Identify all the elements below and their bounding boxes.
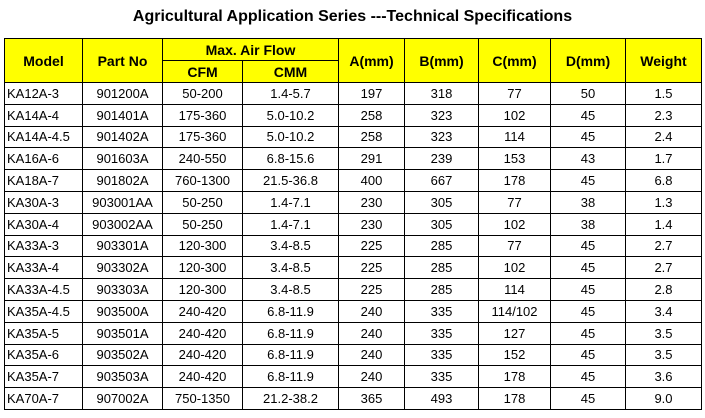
cell-cfm: 120-300 — [163, 279, 243, 301]
cell-b: 285 — [405, 257, 479, 279]
cell-cmm: 6.8-11.9 — [243, 344, 339, 366]
cell-part-no: 901603A — [83, 148, 163, 170]
cell-c: 102 — [479, 257, 551, 279]
cell-a: 240 — [339, 344, 405, 366]
cell-weight: 3.5 — [626, 344, 702, 366]
cell-cmm: 6.8-11.9 — [243, 322, 339, 344]
cell-part-no: 903503A — [83, 366, 163, 388]
cell-c: 77 — [479, 83, 551, 105]
cell-d: 45 — [551, 279, 626, 301]
cell-c: 114/102 — [479, 300, 551, 322]
cell-weight: 2.3 — [626, 104, 702, 126]
header-cmm: CMM — [243, 61, 339, 83]
cell-a: 240 — [339, 366, 405, 388]
table-row — [5, 279, 702, 301]
spec-table — [4, 38, 702, 410]
cell-c: 102 — [479, 213, 551, 235]
cell-model: KA35A-5 — [5, 322, 83, 344]
cell-d: 45 — [551, 126, 626, 148]
cell-part-no: 901200A — [83, 83, 163, 105]
cell-model: KA14A-4 — [5, 104, 83, 126]
cell-b: 493 — [405, 388, 479, 410]
cell-a: 291 — [339, 148, 405, 170]
cell-a: 225 — [339, 257, 405, 279]
cell-cfm: 240-550 — [163, 148, 243, 170]
cell-model: KA35A-4.5 — [5, 300, 83, 322]
cell-cmm: 1.4-7.1 — [243, 191, 339, 213]
cell-cfm: 120-300 — [163, 257, 243, 279]
cell-model: KA35A-7 — [5, 366, 83, 388]
cell-b: 305 — [405, 191, 479, 213]
cell-c: 114 — [479, 279, 551, 301]
cell-a: 225 — [339, 235, 405, 257]
table-row — [5, 257, 702, 279]
cell-cmm: 5.0-10.2 — [243, 126, 339, 148]
cell-cfm: 50-200 — [163, 83, 243, 105]
cell-b: 335 — [405, 344, 479, 366]
cell-d: 38 — [551, 213, 626, 235]
cell-c: 77 — [479, 191, 551, 213]
cell-cmm: 3.4-8.5 — [243, 235, 339, 257]
cell-weight: 3.5 — [626, 322, 702, 344]
header-a: A(mm) — [339, 39, 405, 83]
cell-cfm: 50-250 — [163, 191, 243, 213]
cell-model: KA30A-4 — [5, 213, 83, 235]
cell-b: 335 — [405, 322, 479, 344]
cell-b: 323 — [405, 126, 479, 148]
cell-cfm: 50-250 — [163, 213, 243, 235]
cell-b: 285 — [405, 235, 479, 257]
table-row — [5, 83, 702, 105]
cell-a: 230 — [339, 191, 405, 213]
cell-d: 45 — [551, 104, 626, 126]
cell-cmm: 6.8-15.6 — [243, 148, 339, 170]
header-part-no: Part No — [83, 39, 163, 83]
cell-a: 258 — [339, 126, 405, 148]
cell-cmm: 5.0-10.2 — [243, 104, 339, 126]
cell-c: 153 — [479, 148, 551, 170]
header-weight: Weight — [626, 39, 702, 83]
cell-weight: 2.8 — [626, 279, 702, 301]
cell-c: 102 — [479, 104, 551, 126]
cell-cmm: 6.8-11.9 — [243, 366, 339, 388]
cell-cfm: 760-1300 — [163, 170, 243, 192]
cell-c: 178 — [479, 388, 551, 410]
table-row — [5, 235, 702, 257]
cell-part-no: 907002A — [83, 388, 163, 410]
cell-cmm: 21.2-38.2 — [243, 388, 339, 410]
cell-d: 45 — [551, 170, 626, 192]
cell-a: 230 — [339, 213, 405, 235]
table-row — [5, 126, 702, 148]
cell-cfm: 120-300 — [163, 235, 243, 257]
cell-c: 178 — [479, 170, 551, 192]
cell-b: 318 — [405, 83, 479, 105]
cell-model: KA18A-7 — [5, 170, 83, 192]
cell-d: 45 — [551, 235, 626, 257]
table-row — [5, 148, 702, 170]
cell-weight: 6.8 — [626, 170, 702, 192]
cell-d: 45 — [551, 344, 626, 366]
cell-cfm: 240-420 — [163, 366, 243, 388]
cell-weight: 9.0 — [626, 388, 702, 410]
cell-d: 43 — [551, 148, 626, 170]
cell-b: 285 — [405, 279, 479, 301]
table-row — [5, 104, 702, 126]
cell-d: 45 — [551, 300, 626, 322]
cell-a: 225 — [339, 279, 405, 301]
cell-model: KA33A-4.5 — [5, 279, 83, 301]
cell-d: 45 — [551, 257, 626, 279]
cell-b: 335 — [405, 366, 479, 388]
cell-c: 114 — [479, 126, 551, 148]
cell-part-no: 903002AA — [83, 213, 163, 235]
cell-weight: 2.7 — [626, 235, 702, 257]
cell-a: 197 — [339, 83, 405, 105]
cell-part-no: 903001AA — [83, 191, 163, 213]
header-cfm: CFM — [163, 61, 243, 83]
cell-weight: 2.7 — [626, 257, 702, 279]
table-row — [5, 344, 702, 366]
table-row — [5, 170, 702, 192]
cell-model: KA14A-4.5 — [5, 126, 83, 148]
cell-a: 400 — [339, 170, 405, 192]
cell-cmm: 3.4-8.5 — [243, 279, 339, 301]
cell-a: 258 — [339, 104, 405, 126]
cell-weight: 1.4 — [626, 213, 702, 235]
table-row — [5, 366, 702, 388]
cell-cmm: 1.4-5.7 — [243, 83, 339, 105]
cell-cfm: 240-420 — [163, 300, 243, 322]
cell-model: KA12A-3 — [5, 83, 83, 105]
table-row — [5, 191, 702, 213]
cell-b: 239 — [405, 148, 479, 170]
cell-part-no: 903501A — [83, 322, 163, 344]
cell-part-no: 901401A — [83, 104, 163, 126]
cell-a: 240 — [339, 300, 405, 322]
cell-b: 305 — [405, 213, 479, 235]
cell-cfm: 240-420 — [163, 322, 243, 344]
cell-weight: 1.7 — [626, 148, 702, 170]
cell-d: 50 — [551, 83, 626, 105]
cell-b: 323 — [405, 104, 479, 126]
cell-b: 667 — [405, 170, 479, 192]
cell-d: 45 — [551, 388, 626, 410]
cell-a: 365 — [339, 388, 405, 410]
cell-c: 178 — [479, 366, 551, 388]
cell-model: KA70A-7 — [5, 388, 83, 410]
page-title: Agricultural Application Series ---Technical Specifications — [132, 8, 573, 25]
cell-model: KA33A-3 — [5, 235, 83, 257]
cell-model: KA16A-6 — [5, 148, 83, 170]
cell-part-no: 903502A — [83, 344, 163, 366]
cell-d: 38 — [551, 191, 626, 213]
cell-weight: 3.6 — [626, 366, 702, 388]
cell-d: 45 — [551, 366, 626, 388]
table-row — [5, 388, 702, 410]
cell-a: 240 — [339, 322, 405, 344]
cell-c: 152 — [479, 344, 551, 366]
cell-weight: 1.3 — [626, 191, 702, 213]
cell-c: 127 — [479, 322, 551, 344]
cell-cmm: 21.5-36.8 — [243, 170, 339, 192]
cell-cfm: 240-420 — [163, 344, 243, 366]
cell-part-no: 903303A — [83, 279, 163, 301]
cell-part-no: 901802A — [83, 170, 163, 192]
cell-c: 77 — [479, 235, 551, 257]
header-b: B(mm) — [405, 39, 479, 83]
cell-part-no: 901402A — [83, 126, 163, 148]
cell-model: KA33A-4 — [5, 257, 83, 279]
header-model: Model — [5, 39, 83, 83]
table-row — [5, 322, 702, 344]
cell-part-no: 903301A — [83, 235, 163, 257]
cell-cmm: 3.4-8.5 — [243, 257, 339, 279]
cell-part-no: 903302A — [83, 257, 163, 279]
table-row — [5, 213, 702, 235]
cell-cfm: 175-360 — [163, 126, 243, 148]
table-row — [5, 300, 702, 322]
cell-weight: 3.4 — [626, 300, 702, 322]
cell-weight: 1.5 — [626, 83, 702, 105]
cell-cmm: 6.8-11.9 — [243, 300, 339, 322]
cell-cfm: 175-360 — [163, 104, 243, 126]
spec-table-body — [5, 83, 702, 410]
cell-b: 335 — [405, 300, 479, 322]
cell-weight: 2.4 — [626, 126, 702, 148]
cell-model: KA30A-3 — [5, 191, 83, 213]
header-c: C(mm) — [479, 39, 551, 83]
header-max-air-flow: Max. Air Flow — [163, 39, 339, 61]
header-d: D(mm) — [551, 39, 626, 83]
cell-part-no: 903500A — [83, 300, 163, 322]
cell-d: 45 — [551, 322, 626, 344]
cell-cfm: 750-1350 — [163, 388, 243, 410]
cell-cmm: 1.4-7.1 — [243, 213, 339, 235]
cell-model: KA35A-6 — [5, 344, 83, 366]
